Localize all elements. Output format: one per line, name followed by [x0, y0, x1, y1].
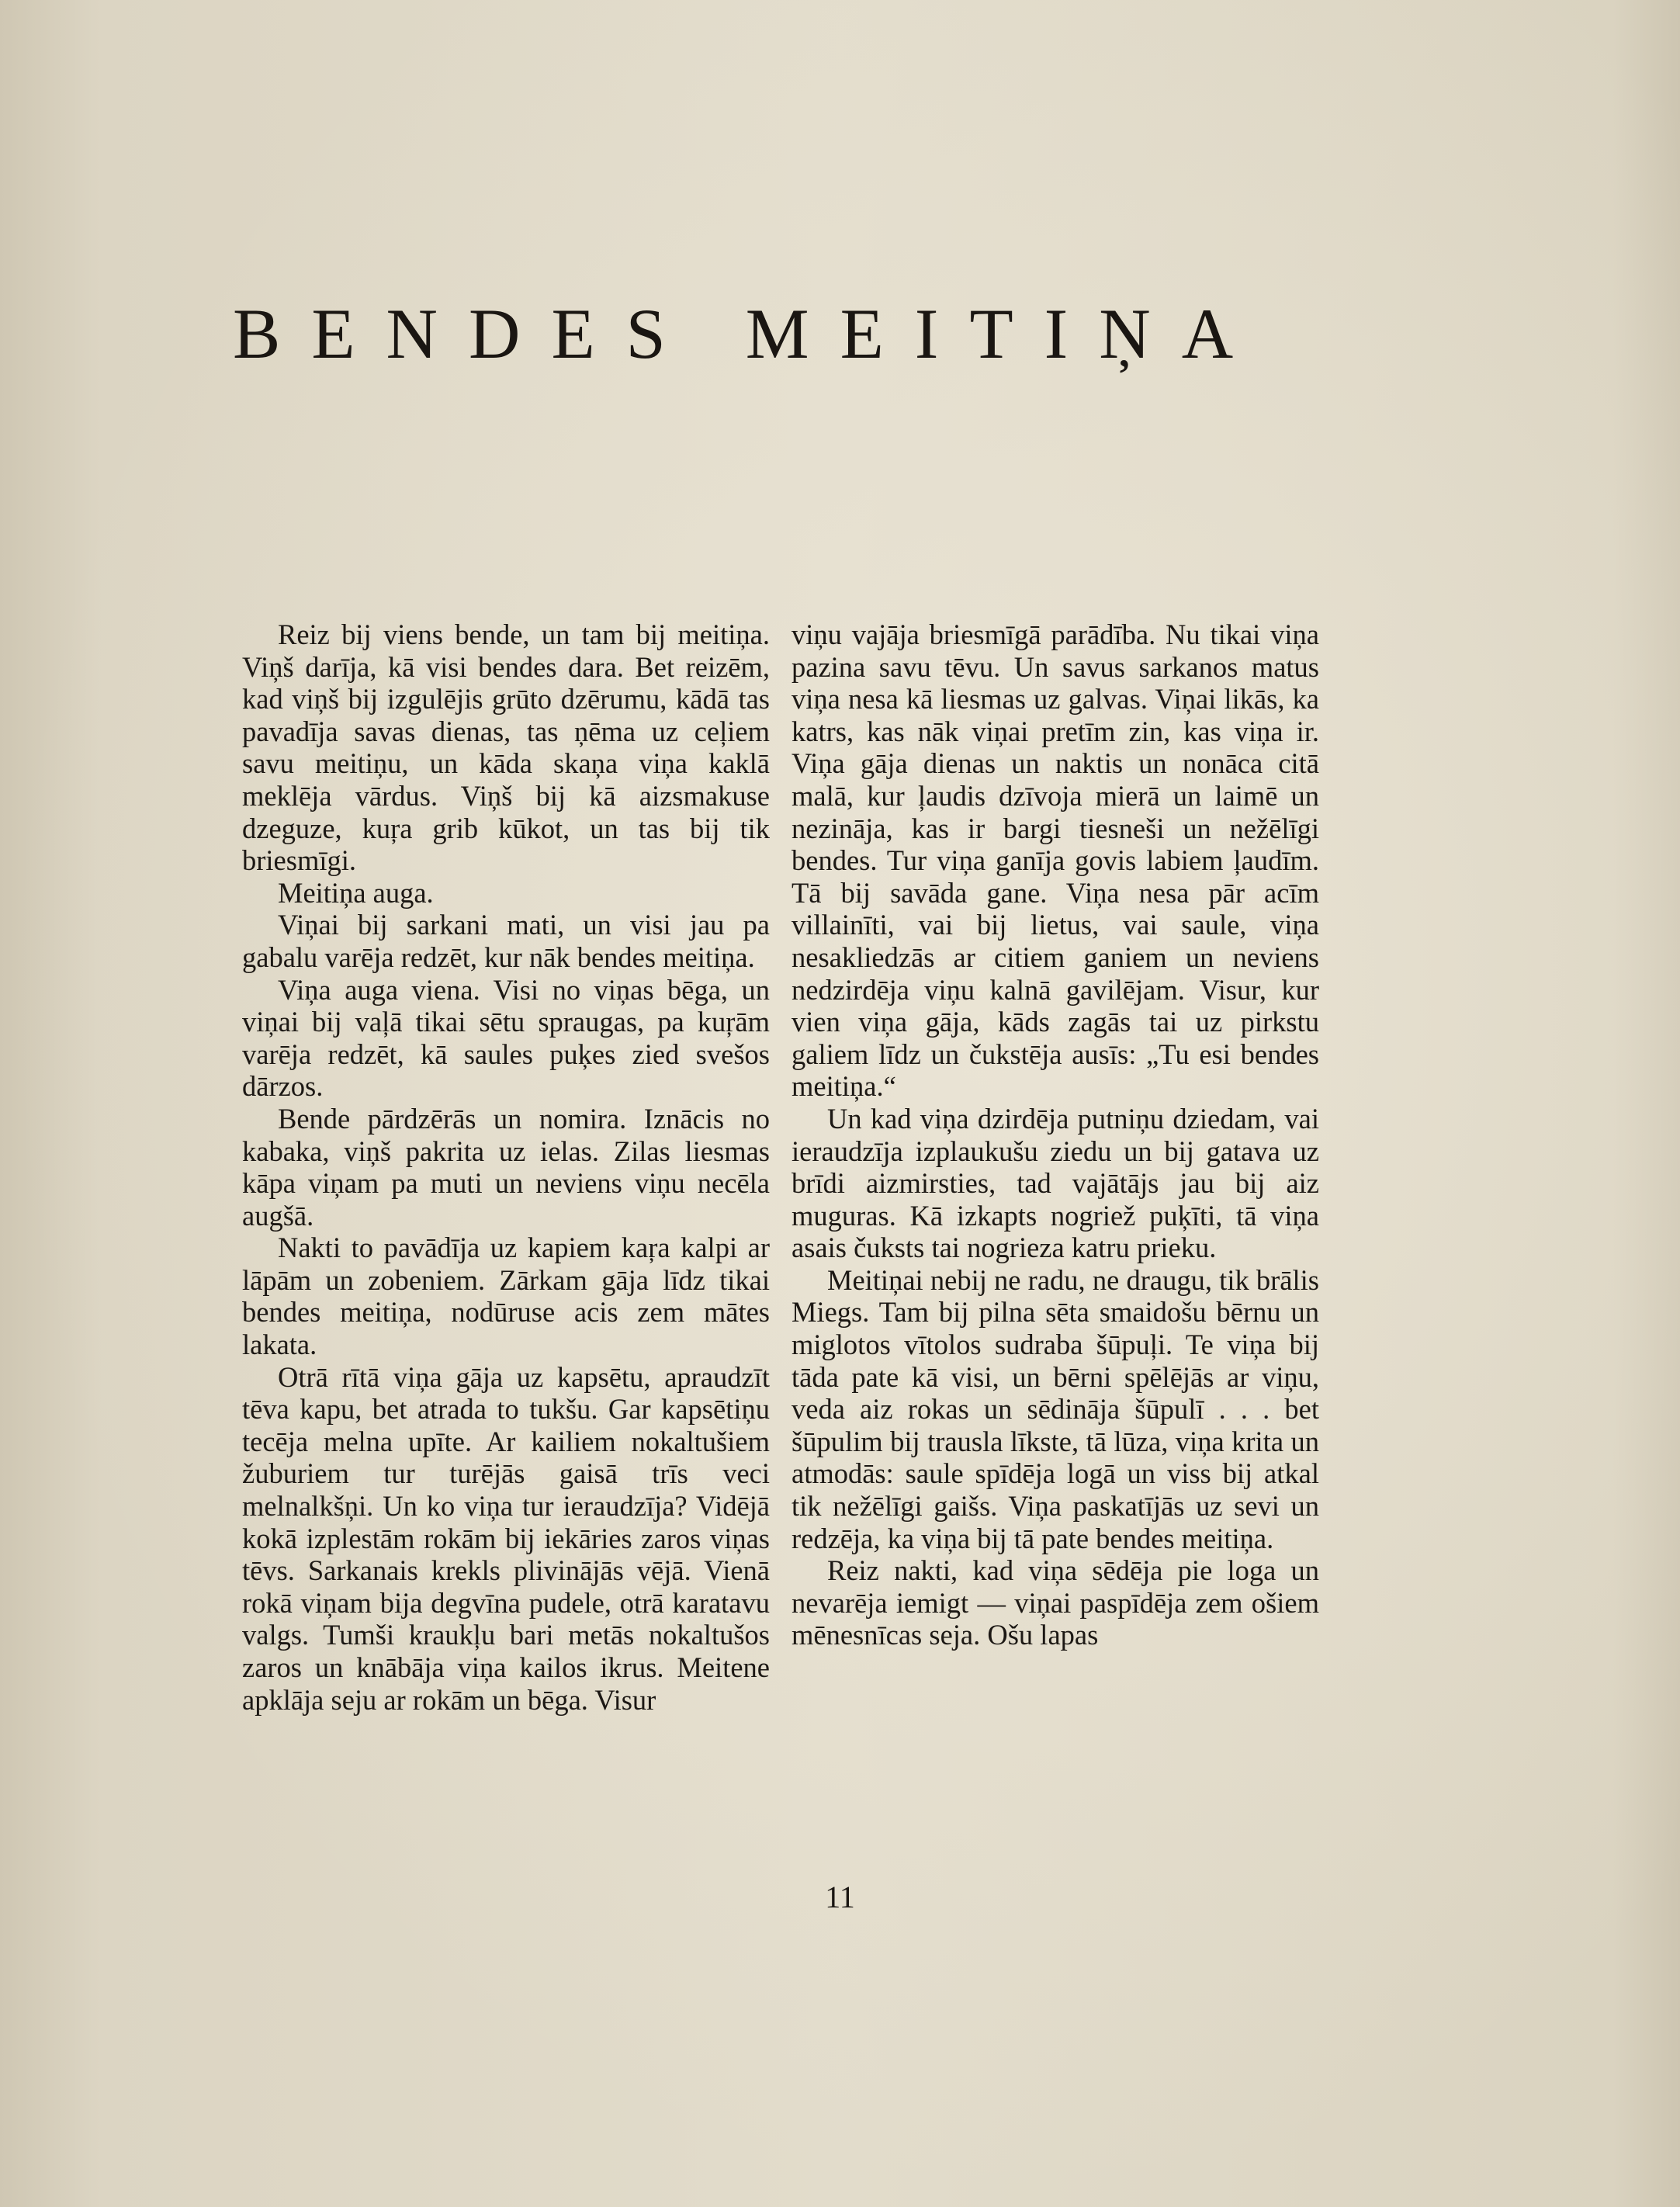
- paragraph: Nakti to pavādīja uz kapiem kaŗa kalpi ar lāpām un zobeniem. Zārkam gāja līdz tikai bendes meitiņa, nodūruse acis zem mātes lakata.: [242, 1232, 770, 1361]
- paragraph-continued: viņu vajāja briesmīgā parādība. Nu tikai viņa pazina savu tēvu. Un savus sarkanos matus viņa nesa kā liesmas uz galvas. Viņai likās, ka katrs, kas nāk viņai pretīm zin, kas viņa ir. Viņa gāja dienas un naktis un nonāca citā malā, kur ļaudis dzīvoja mierā un laimē un nezināja, kas ir bargi tiesneši un nežēlīgi bendes. Tur viņa ganīja govis labiem ļaudīm. Tā bij savāda gane. Viņa nesa pār acīm villainīti, vai bij lietus, vai saule, viņa nesakliedzās ar citiem ganiem un neviens nedzirdēja viņu kalnā gavilējam. Visur, kur vien viņa gāja, kāds zagās tai uz pirkstu galiem līdz un čukstēja ausīs: „Tu esi bendes meitiņa.“: [792, 618, 1319, 1103]
- paragraph: Viņai bij sarkani mati, un visi jau pa gabalu varēja redzēt, kur nāk bendes meitiņa.: [242, 909, 770, 973]
- paragraph: Bende pārdzērās un nomira. Iznācis no kabaka, viņš pakrita uz ielas. Zilas liesmas kāpa viņam pa muti un neviens viņu necēla augšā.: [242, 1102, 770, 1232]
- paragraph: Reiz bij viens bende, un tam bij meitiņa. Viņš darīja, kā visi bendes dara. Bet reizēm, kad viņš bij izgulējis grūto dzērumu, kādā tas pavadīja savas dienas, tas ņēma uz ceļiem savu meitiņu, un kāda skaņa viņa kaklā meklēja vārdus. Viņš bij kā aizsmakuse dzeguze, kuŗa grib kūkot, un tas bij tik briesmīgi.: [242, 618, 770, 877]
- paragraph: Reiz nakti, kad viņa sēdēja pie loga un nevarēja iemigt — viņai paspīdēja zem ošiem mēnesnīcas seja. Ošu lapas: [792, 1554, 1319, 1651]
- paragraph: Viņa auga viena. Visi no viņas bēga, un viņai bij vaļā tikai sētu spraugas, pa kuŗām varēja redzēt, kā saules puķes zied svešos dārzos.: [242, 973, 770, 1103]
- left-text-column: [242, 618, 770, 1716]
- chapter-title: BENDES MEITIŅA: [233, 294, 1265, 373]
- paragraph: Meitiņai nebij ne radu, ne draugu, tik brālis Miegs. Tam bij pilna sēta smaidošu bērnu un miglotos vītolos sudraba šūpuļi. Te viņa bij tāda pate kā visi, un bērni spēlējās ar viņu, veda aiz rokas un sēdināja šūpulī . . . bet šūpulim bij trausla līkste, tā lūza, viņa krita un atmodās: saule spīdēja logā un viss bij atkal tik nežēlīgi gaišs. Viņa paskatījās uz sevi un redzēja, ka viņa bij tā pate bendes meitiņa.: [792, 1263, 1319, 1554]
- paragraph: Un kad viņa dzirdēja putniņu dziedam, vai ieraudzīja izplaukušu ziedu un bij gatava uz brīdi aizmirsties, tad vajātājs jau bij aiz muguras. Kā izkapts nogriež puķīti, tā viņa asais čuksts tai nogrieza katru prieku.: [792, 1102, 1319, 1264]
- paragraph: Otrā rītā viņa gāja uz kapsētu, apraudzīt tēva kapu, bet atrada to tukšu. Gar kapsētiņu tecēja melna upīte. Ar kailiem nokaltušiem žuburiem tur turējās gaisā trīs veci melnalkšņi. Un ko viņa tur ieraudzīja? Vidējā kokā izplestām rokām bij iekāries zaros viņas tēvs. Sarkanais krekls plivinājās vējā. Vienā rokā viņam bija degvīna pudele, otrā karatavu valgs. Tumši kraukļu bari metās nokaltušos zaros un knābāja viņa kailos ikrus. Meitene apklāja seju ar rokām un bēga. Visur: [242, 1360, 770, 1716]
- page-number: 11: [825, 1880, 855, 1914]
- right-text-column: [792, 618, 1319, 1651]
- paragraph: Meitiņa auga.: [278, 876, 434, 909]
